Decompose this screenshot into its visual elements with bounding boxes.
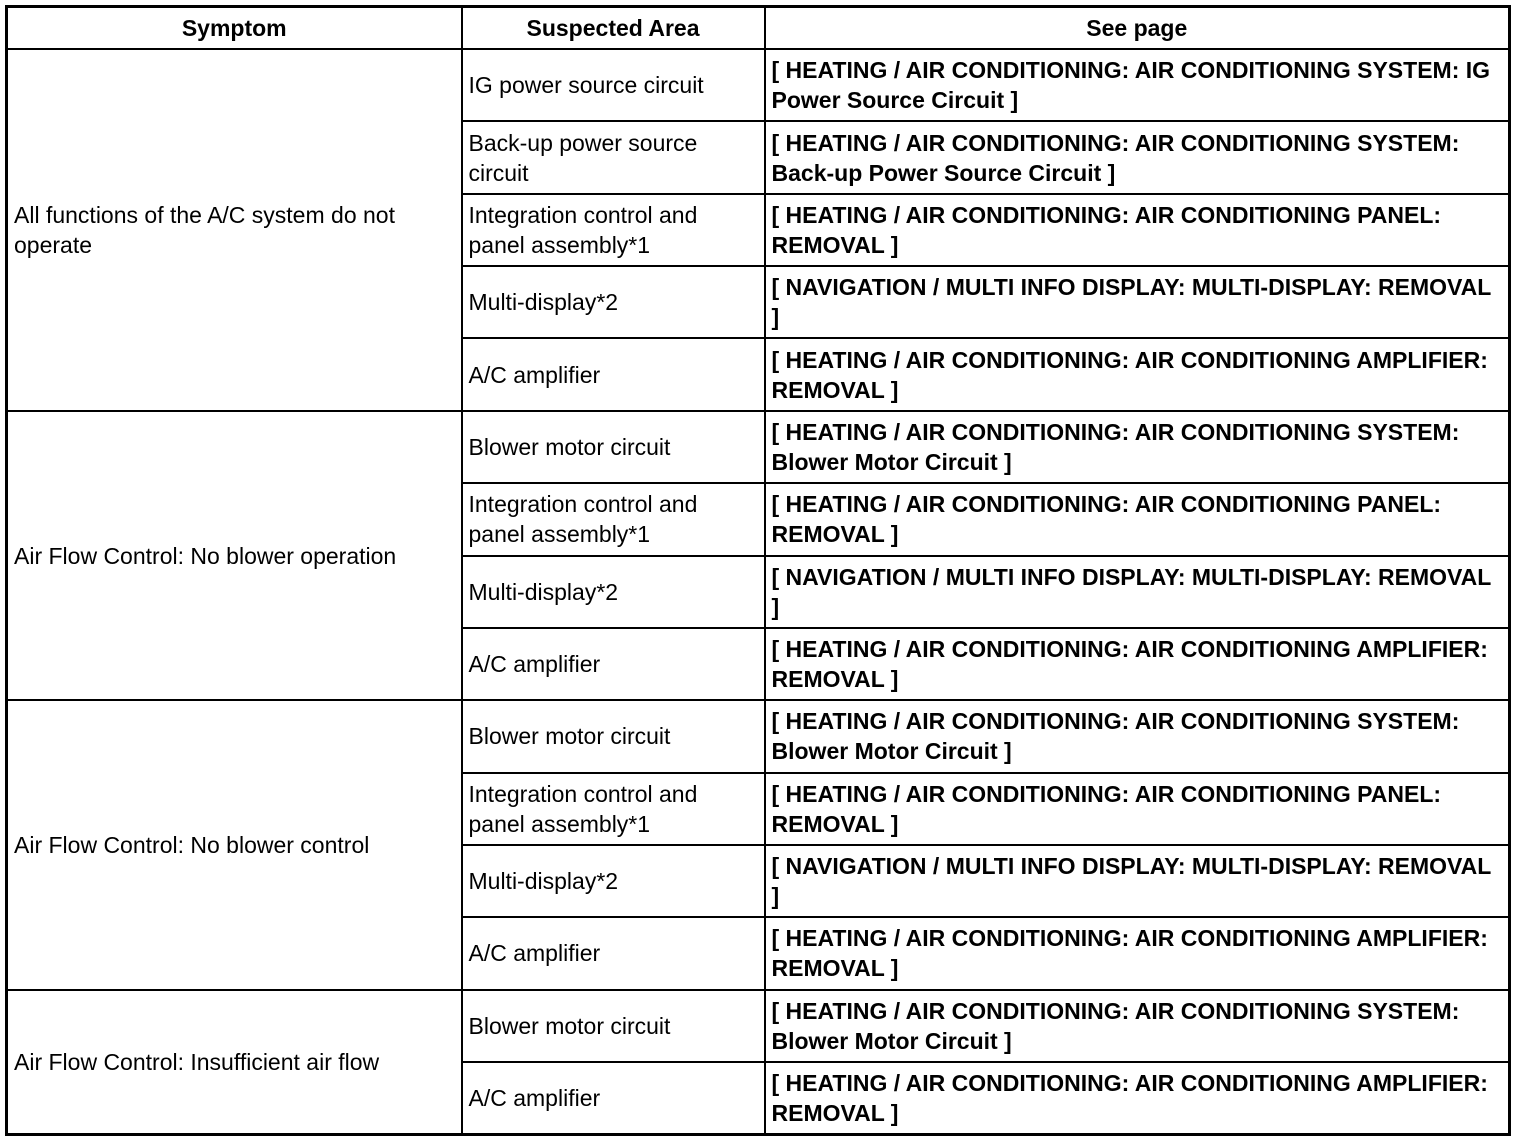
see-page-link[interactable]: [ HEATING / AIR CONDITIONING: AIR CONDITIONING SYSTEM: Blower Motor Circuit ] xyxy=(765,990,1510,1062)
symptom-cell: Air Flow Control: Insufficient air flow xyxy=(7,990,462,1135)
see-page-link[interactable]: [ HEATING / AIR CONDITIONING: AIR CONDITIONING PANEL: REMOVAL ] xyxy=(765,773,1510,845)
suspected-area-cell: Integration control and panel assembly*1 xyxy=(462,483,765,555)
see-page-link[interactable]: [ HEATING / AIR CONDITIONING: AIR CONDITIONING SYSTEM: Back-up Power Source Circuit ] xyxy=(765,121,1510,193)
see-page-link[interactable]: [ NAVIGATION / MULTI INFO DISPLAY: MULTI-DISPLAY: REMOVAL ] xyxy=(765,845,1510,917)
header-row xyxy=(7,7,1510,50)
see-page-link[interactable]: [ HEATING / AIR CONDITIONING: AIR CONDITIONING PANEL: REMOVAL ] xyxy=(765,483,1510,555)
suspected-area-cell: Integration control and panel assembly*1 xyxy=(462,194,765,266)
table-row xyxy=(7,700,1510,772)
see-page-link[interactable]: [ NAVIGATION / MULTI INFO DISPLAY: MULTI-DISPLAY: REMOVAL ] xyxy=(765,266,1510,338)
suspected-area-cell: Multi-display*2 xyxy=(462,556,765,628)
suspected-area-cell: Integration control and panel assembly*1 xyxy=(462,773,765,845)
suspected-area-cell: Blower motor circuit xyxy=(462,700,765,772)
table-row xyxy=(7,990,1510,1062)
see-page-link[interactable]: [ HEATING / AIR CONDITIONING: AIR CONDITIONING AMPLIFIER: REMOVAL ] xyxy=(765,1062,1510,1134)
suspected-area-cell: A/C amplifier xyxy=(462,917,765,989)
see-page-link[interactable]: [ HEATING / AIR CONDITIONING: AIR CONDITIONING AMPLIFIER: REMOVAL ] xyxy=(765,628,1510,700)
table-row xyxy=(7,411,1510,483)
symptom-table xyxy=(5,5,1511,1136)
header-suspected-area: Suspected Area xyxy=(462,7,765,50)
see-page-link[interactable]: [ HEATING / AIR CONDITIONING: AIR CONDITIONING AMPLIFIER: REMOVAL ] xyxy=(765,917,1510,989)
see-page-link[interactable]: [ NAVIGATION / MULTI INFO DISPLAY: MULTI-DISPLAY: REMOVAL ] xyxy=(765,556,1510,628)
header-see-page: See page xyxy=(765,7,1510,50)
suspected-area-cell: Multi-display*2 xyxy=(462,266,765,338)
see-page-link[interactable]: [ HEATING / AIR CONDITIONING: AIR CONDITIONING SYSTEM: Blower Motor Circuit ] xyxy=(765,411,1510,483)
suspected-area-cell: IG power source circuit xyxy=(462,49,765,121)
table-body xyxy=(7,49,1510,1135)
see-page-link[interactable]: [ HEATING / AIR CONDITIONING: AIR CONDITIONING SYSTEM: IG Power Source Circuit ] xyxy=(765,49,1510,121)
see-page-link[interactable]: [ HEATING / AIR CONDITIONING: AIR CONDITIONING AMPLIFIER: REMOVAL ] xyxy=(765,338,1510,410)
see-page-link[interactable]: [ HEATING / AIR CONDITIONING: AIR CONDITIONING SYSTEM: Blower Motor Circuit ] xyxy=(765,700,1510,772)
symptom-cell: All functions of the A/C system do not operate xyxy=(7,49,462,411)
table-row xyxy=(7,49,1510,121)
see-page-link[interactable]: [ HEATING / AIR CONDITIONING: AIR CONDITIONING PANEL: REMOVAL ] xyxy=(765,194,1510,266)
suspected-area-cell: Back-up power source circuit xyxy=(462,121,765,193)
suspected-area-cell: A/C amplifier xyxy=(462,628,765,700)
symptom-cell: Air Flow Control: No blower operation xyxy=(7,411,462,700)
suspected-area-cell: A/C amplifier xyxy=(462,1062,765,1134)
header-symptom: Symptom xyxy=(7,7,462,50)
symptom-cell: Air Flow Control: No blower control xyxy=(7,700,462,989)
suspected-area-cell: A/C amplifier xyxy=(462,338,765,410)
suspected-area-cell: Blower motor circuit xyxy=(462,411,765,483)
suspected-area-cell: Multi-display*2 xyxy=(462,845,765,917)
suspected-area-cell: Blower motor circuit xyxy=(462,990,765,1062)
